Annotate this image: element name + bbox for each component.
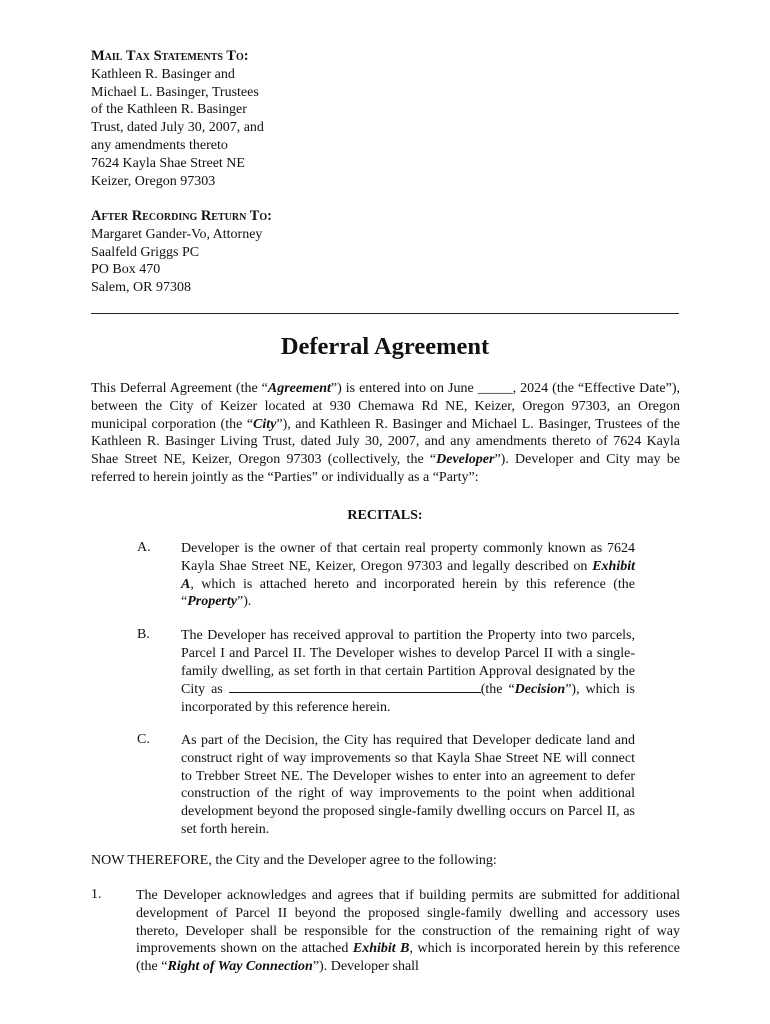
section-text: , which is incorporated herein by this reference (the “	[136, 941, 680, 975]
section-text: ”). Developer shall	[312, 959, 419, 975]
defined-term-agreement: Agreement	[267, 381, 331, 396]
after-recording-line: PO Box 470	[91, 262, 161, 278]
after-recording-line: Margaret Gander-Vo, Attorney	[91, 226, 263, 242]
after-recording-heading: After Recording Return To:	[91, 208, 272, 224]
mail-tax-line: Keizer, Oregon 97303	[91, 173, 216, 189]
recital-a-letter: A.	[137, 540, 151, 555]
document-title: Deferral Agreement	[280, 333, 490, 360]
intro-text: ”), and Kathleen R. Basinger and Michael L. Basinger, Trustees of the Kathleen R. Basinger Living Trust, dated July 30, 2007, and any amendments thereto of 7624 Kayla Shae Street NE, Keizer, Oregon 97303 (collectively, the “	[91, 416, 680, 468]
recital-c-letter: C.	[137, 732, 150, 747]
defined-term-right-of-way-connection: Right of Way Connection	[167, 959, 313, 975]
mail-tax-line: 7624 Kayla Shae Street NE	[91, 155, 245, 171]
header-divider	[91, 313, 679, 314]
defined-term-city: City	[253, 416, 277, 432]
mail-tax-line: Kathleen R. Basinger and	[91, 66, 235, 82]
after-recording-line: Salem, OR 97308	[91, 280, 191, 296]
recitals-heading: RECITALS:	[347, 508, 423, 523]
recital-a-text	[181, 540, 635, 611]
defined-term-developer: Developer	[436, 452, 495, 468]
recital-text: , which is attached hereto and incorporated herein by this reference (the “	[181, 576, 635, 610]
now-therefore-paragraph: NOW THEREFORE, the City and the Developer agree to the following:	[91, 853, 497, 868]
recital-b-text	[181, 627, 635, 717]
recital-b-letter: B.	[137, 627, 150, 642]
defined-term-property: Property	[187, 594, 237, 610]
section-text: The Developer acknowledges and agrees that if building permits are submitted for additional development of Parcel II beyond the proposed single-family dwelling and accessory uses thereto, Developer shall be responsible for the construction of the remaining right of way improvements shown on the attached	[136, 888, 680, 957]
recital-text: Developer is the owner of that certain real property commonly known as 7624 Kayla Shae Street NE, Keizer, Oregon 97303 and legally described on	[181, 541, 635, 574]
intro-text: This Deferral Agreement (the “	[91, 381, 268, 396]
mail-tax-block	[91, 48, 264, 190]
exhibit-b-reference: Exhibit B	[352, 941, 410, 957]
mail-tax-line: Michael L. Basinger, Trustees	[91, 84, 259, 100]
exhibit-a-reference: Exhibit A	[181, 558, 635, 592]
section-1-text	[136, 887, 680, 976]
defined-term-decision: Decision	[514, 682, 566, 698]
after-recording-block	[91, 208, 272, 297]
recital-text: (the “	[480, 682, 515, 698]
mail-tax-line: any amendments thereto	[91, 137, 228, 153]
mail-tax-heading: Mail Tax Statements To:	[91, 48, 249, 64]
mail-tax-line: Trust, dated July 30, 2007, and	[91, 120, 264, 136]
decision-blank-line	[229, 680, 481, 693]
intro-paragraph	[91, 380, 680, 487]
mail-tax-line: of the Kathleen R. Basinger	[91, 102, 247, 118]
recital-text: The Developer has received approval to partition the Property into two parcels, Parcel I and Parcel II. The Developer wishes to develop Parcel II with a single-family dwelling, as set forth in that certain Partition Approval designated by the City as	[181, 628, 635, 698]
section-1-number: 1.	[91, 887, 102, 902]
intro-text: ”). Developer and City may be referred to herein jointly as the “Parties” or individually as a “Party”:	[91, 452, 681, 485]
recital-text: ”).	[236, 594, 252, 610]
intro-text: ”) is entered into on June _____, 2024 (the “Effective Date”), between the City of Keizer located at 930 Chemawa Rd NE, Keizer, Oregon 97303, an Oregon municipal corporation (the “	[91, 381, 680, 432]
recital-text: ”), which is incorporated by this reference herein.	[181, 682, 636, 716]
after-recording-line: Saalfeld Griggs PC	[91, 244, 200, 260]
recital-c-text: As part of the Decision, the City has required that Developer dedicate land and construct right of way improvements so that Kayla Shae Street NE will connect to Trebber Street NE. The Developer wishes to enter into an agreement to defer construction of the right of way improvements to the point when additional development beyond the proposed single-family dwelling occurs on Parcel II, as set forth herein.	[181, 733, 635, 837]
